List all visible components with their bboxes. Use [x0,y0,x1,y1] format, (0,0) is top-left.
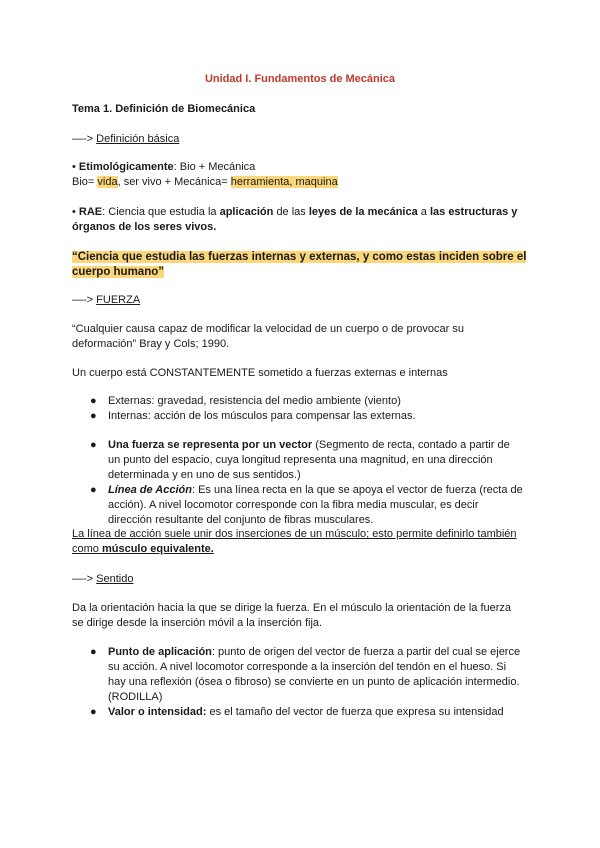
text: : Ciencia que estudia la [102,206,217,218]
bold-text: Punto de aplicación [108,646,212,658]
fuerza-quote-2: deformación” Bray y Cols; 1990. [72,338,230,350]
vector-line-2: un punto del espacio, cuya longitud representa una magnitud, en una dirección [108,454,493,466]
punto-line-4: (RODILLA) [108,691,163,703]
bullet-dot: • [72,206,76,218]
text: : Es una línea recta en la que se apoya el vector de fuerza (recta de [191,484,523,496]
section-basic-definition [72,132,179,147]
bullet-dot: ● [90,439,97,451]
text: es el tamaño del vector de fuerza que expresa su intensidad [206,706,504,718]
sentido-line-2: se dirige desde la inserción móvil a la inserción fija. [72,617,323,629]
list-item: Externas: gravedad, resistencia del medio ambiente (viento) [108,395,401,407]
bullet-dot: ● [90,646,97,658]
bullet-dot: • [72,161,76,173]
bold-text: Valor o intensidad: [108,706,207,718]
bold-text: Una fuerza se representa por un vector [108,439,313,451]
quote-highlight-line-1 [72,250,526,265]
bullet-dot: ● [90,410,97,422]
fuerza-quote-1: “Cualquier causa capaz de modificar la velocidad de un cuerpo o de provocar su [72,323,464,335]
bold-text: músculo equivalente. [101,543,214,555]
punto-line-2: su acción. A nivel locomotor corresponde a la inserción del tendón en el hueso. Si [108,661,507,673]
text: como [72,543,99,555]
text: de las [276,206,306,218]
rae-line [72,205,517,220]
bullet-dot: ● [90,395,97,407]
valor-line [108,705,504,720]
vector-line-3: determinada y en uno de sus sentidos.) [108,469,301,481]
vector-line-1 [108,438,510,453]
bullet-dot: ● [90,706,97,718]
quote-text: cuerpo humano” [72,266,165,278]
linea-line-2: acción). A nivel locomotor corresponde con la fibra media muscular, es decir [108,499,479,511]
etymology-line [72,160,255,175]
bold-italic-text: Línea de Acción [108,484,192,496]
arrow: —-> [72,573,94,585]
topic-heading: Tema 1. Definición de Biomecánica [72,103,256,115]
section-label: Definición básica [96,133,180,145]
document-title: Unidad I. Fundamentos de Mecánica [204,73,396,85]
rae-line-2: órganos de los seres vivos. [72,221,217,233]
quote-text: “Ciencia que estudia las fuerzas internas y externas, y como estas inciden sobre el [72,251,527,263]
etymology-text: : Bio + Mecánica [173,161,256,173]
highlight-herramienta: herramienta, maquina [230,176,338,188]
section-label: Sentido [96,573,134,585]
quote-highlight-line-2 [72,265,164,280]
list-item: Internas: acción de los músculos para compensar las externas. [108,410,416,422]
text: : punto de origen del vector de fuerza a partir del cual se ejerce [211,646,521,658]
highlight-vida: vida [97,176,118,188]
section-sentido [72,572,133,587]
punto-line-3: hay una reflexión (ósea o fibroso) se convierte en un punto de aplicación intermedio. [108,676,520,688]
sentido-line-1: Da la orientación hacia la que se dirige la fuerza. En el músculo la orientación de la fuerza [72,602,512,614]
etymology-label: Etimológicamente [78,161,174,173]
bold-text: las estructuras y [429,206,518,218]
bullet-dot: ● [90,484,97,496]
bold-text: leyes de la mecánica [308,206,418,218]
rae-label: RAE [78,206,103,218]
text: a [420,206,427,218]
text: (Segmento de recta, contado a partir de [312,439,510,451]
bold-text: aplicación [219,206,274,218]
text: , ser vivo + Mecánica= [117,176,228,188]
arrow: —-> [72,294,94,306]
text: Bio= [72,176,95,188]
arrow: —-> [72,133,94,145]
etymology-line-2 [72,175,338,190]
constante-text: Un cuerpo está CONSTANTEMENTE sometido a fuerzas externas e internas [72,367,448,379]
linea-line-3: dirección resultante del conjunto de fibras musculares. [108,514,374,526]
linea-note-2 [72,542,214,557]
linea-line-1 [108,483,523,498]
section-fuerza [72,293,140,308]
section-label: FUERZA [96,294,141,306]
linea-note-1: La línea de acción suele unir dos inserciones de un músculo; esto permite definirlo también [72,528,517,540]
punto-line-1 [108,645,520,660]
